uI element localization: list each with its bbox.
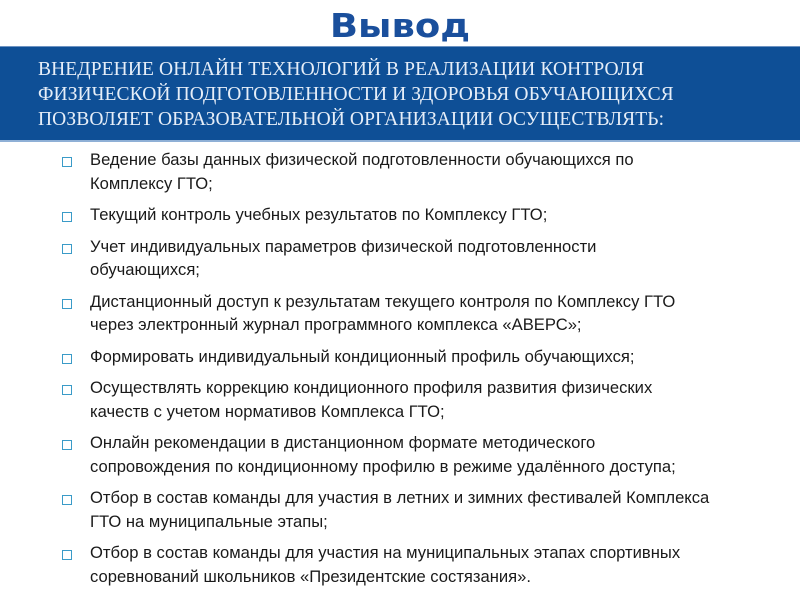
list-item — [0, 290, 800, 337]
list-item — [0, 486, 800, 533]
bullet-text-line: Онлайн рекомендации в дистанционном формате методического — [90, 433, 596, 452]
bullet-text-line: Текущий контроль учебных результатов по Комплексу ГТО; — [90, 205, 548, 224]
bullet-text-line: качеств с учетом нормативов Комплекса ГТО; — [90, 401, 445, 421]
list-item — [0, 148, 800, 195]
hollow-square-bullet-icon — [62, 550, 72, 560]
hollow-square-bullet-icon — [62, 495, 72, 505]
hollow-square-bullet-icon — [62, 354, 72, 364]
list-item — [0, 541, 800, 588]
bullet-text-line: обучающихся; — [90, 260, 200, 279]
bullet-text-line: Учет индивидуальных параметров физической подготовленности — [90, 236, 597, 256]
hollow-square-bullet-icon — [62, 385, 72, 395]
hollow-square-bullet-icon — [62, 440, 72, 450]
bullet-text-line: Отбор в состав команды для участия в летних и зимних фестивалей Комплекса — [90, 488, 710, 507]
bullet-text-line: Формировать индивидуальный кондиционный профиль обучающихся; — [90, 346, 635, 366]
list-item — [0, 376, 800, 423]
bullet-text-line: сопровождения по кондиционному профилю в режиме удалённого доступа; — [90, 456, 676, 476]
banner-line: ПОЗВОЛЯЕТ ОБРАЗОВАТЕЛЬНОЙ ОРГАНИЗАЦИИ ОСУЩЕСТВЛЯТЬ: — [38, 109, 665, 130]
list-item — [0, 235, 800, 282]
slide-title: Вывод — [329, 6, 471, 45]
bullet-text-line: Осуществлять коррекцию кондиционного профиля развития физических — [90, 378, 653, 397]
conclusion-banner — [0, 46, 800, 142]
banner-line: ФИЗИЧЕСКОЙ ПОДГОТОВЛЕННОСТИ И ЗДОРОВЬЯ ОБУЧАЮЩИХСЯ — [38, 84, 674, 105]
bullet-text-line: соревнований школьников «Президентские состязания». — [90, 566, 531, 586]
hollow-square-bullet-icon — [62, 299, 72, 309]
bullet-text-line: через электронный журнал программного комплекса «АВЕРС»; — [90, 315, 582, 334]
bullet-text-line: ГТО на муниципальные этапы; — [90, 511, 328, 531]
list-item — [0, 203, 800, 227]
hollow-square-bullet-icon — [62, 212, 72, 222]
bullet-text-line: Ведение базы данных физической подготовленности обучающихся по — [90, 150, 634, 169]
bullet-text-line: Отбор в состав команды для участия на муниципальных этапах спортивных — [90, 543, 681, 562]
bullet-text-line: Дистанционный доступ к результатам текущего контроля по Комплексу ГТО — [90, 291, 676, 311]
banner-line: ВНЕДРЕНИЕ ОНЛАЙН ТЕХНОЛОГИЙ В РЕАЛИЗАЦИИ КОНТРОЛЯ — [38, 59, 645, 80]
bullet-list — [0, 148, 800, 596]
hollow-square-bullet-icon — [62, 244, 72, 254]
list-item — [0, 345, 800, 369]
list-item — [0, 431, 800, 478]
hollow-square-bullet-icon — [62, 157, 72, 167]
bullet-text-line: Комплексу ГТО; — [90, 173, 213, 193]
